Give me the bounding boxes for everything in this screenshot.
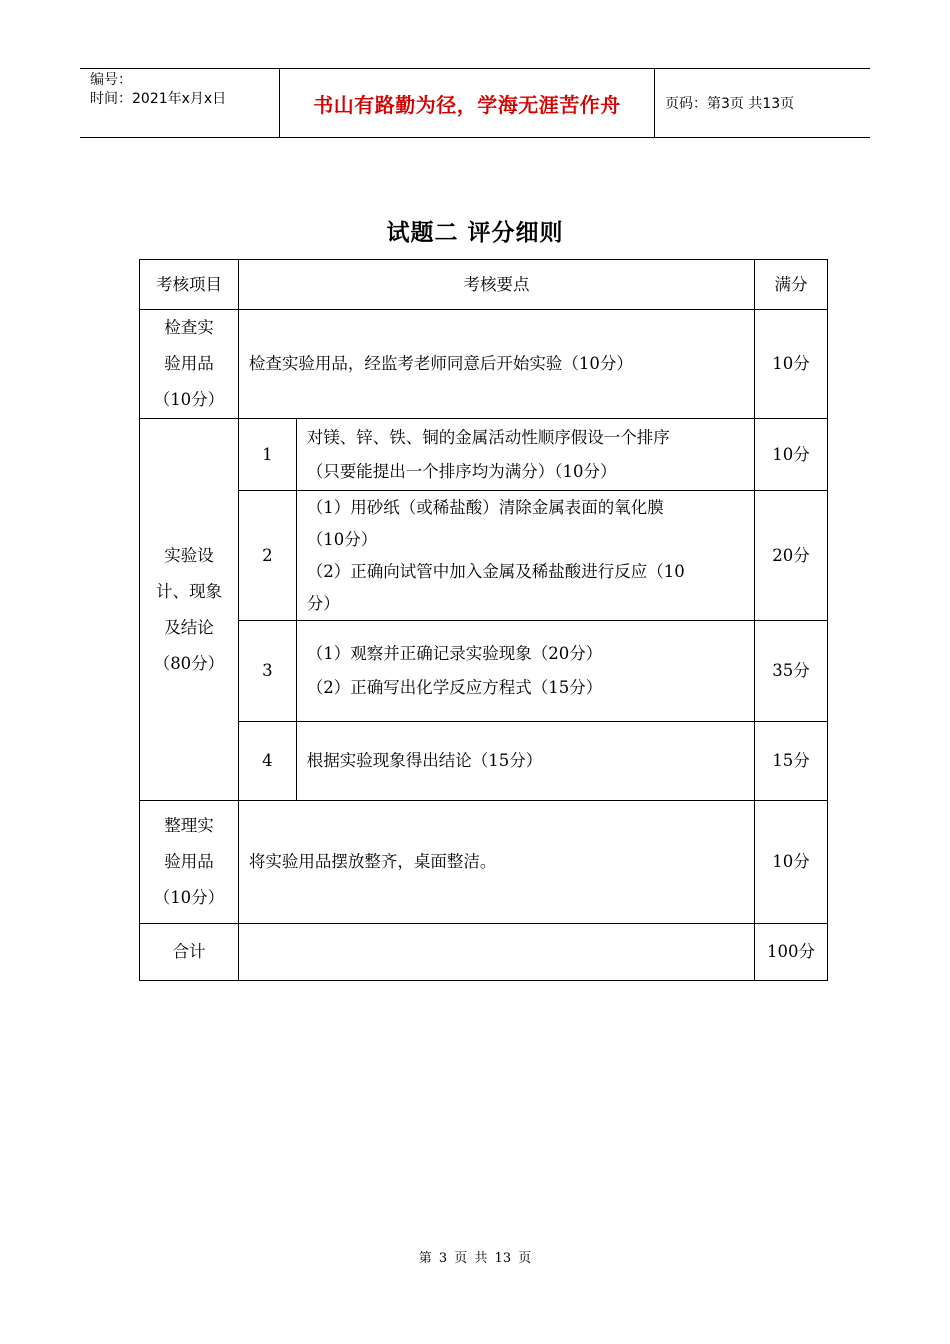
section1-score: 10分: [755, 310, 828, 419]
section3-point: 将实验用品摆放整齐，桌面整洁。: [238, 801, 754, 924]
section1-point: 检查实验用品，经监考老师同意后开始实验（10分）: [238, 310, 754, 419]
total-row: [140, 924, 828, 981]
section1-item: 检查实 验用品 （10分）: [140, 310, 239, 419]
row-point: （1）用砂纸（或稀盐酸）清除金属表面的氧化膜 （10分） （2）正确向试管中加入金属及稀盐酸进行反应（10 分）: [296, 491, 754, 621]
total-point: [238, 924, 754, 981]
row-point: 根据实验现象得出结论（15分）: [296, 722, 754, 801]
row-point: （1）观察并正确记录实验现象（20分） （2）正确写出化学反应方程式（15分）: [296, 621, 754, 722]
section3-score: 10分: [755, 801, 828, 924]
table-row: [140, 722, 828, 801]
row-number: 3: [238, 621, 296, 722]
time-label: 时间：2021年x月x日: [90, 91, 227, 107]
table-header-row: [140, 260, 828, 310]
number-label: 编号：: [90, 72, 132, 88]
table-row: [140, 801, 828, 924]
header-cell-score: 满分: [755, 260, 828, 310]
row-score: 15分: [755, 722, 828, 801]
row-number: 1: [238, 419, 296, 491]
table-row: [140, 621, 828, 722]
page-header: [80, 68, 870, 138]
header-cell-points: 考核要点: [238, 260, 754, 310]
total-label: 合计: [140, 924, 239, 981]
row-score: 10分: [755, 419, 828, 491]
row-point: 对镁、锌、铁、铜的金属活动性顺序假设一个排序 （只要能提出一个排序均为满分）（10分）: [296, 419, 754, 491]
table-row: [140, 491, 828, 621]
section2-item: 实验设 计、现象 及结论 （80分）: [140, 419, 239, 801]
header-meta: [80, 69, 280, 137]
page-title: 试题二 评分细则: [386, 220, 564, 246]
scoring-table: [139, 259, 828, 981]
total-score: 100分: [755, 924, 828, 981]
row-score: 20分: [755, 491, 828, 621]
section3-item: 整理实 验用品 （10分）: [140, 801, 239, 924]
page-footer: 第 3 页 共 13 页: [418, 1251, 532, 1266]
row-number: 4: [238, 722, 296, 801]
table-row: [140, 310, 828, 419]
table-row: [140, 419, 828, 491]
header-cell-item: 考核项目: [140, 260, 239, 310]
row-score: 35分: [755, 621, 828, 722]
header-page-info: 页码：第3页 共13页: [665, 96, 795, 112]
header-motto: 书山有路勤为径，学海无涯苦作舟: [280, 69, 655, 137]
row-number: 2: [238, 491, 296, 621]
